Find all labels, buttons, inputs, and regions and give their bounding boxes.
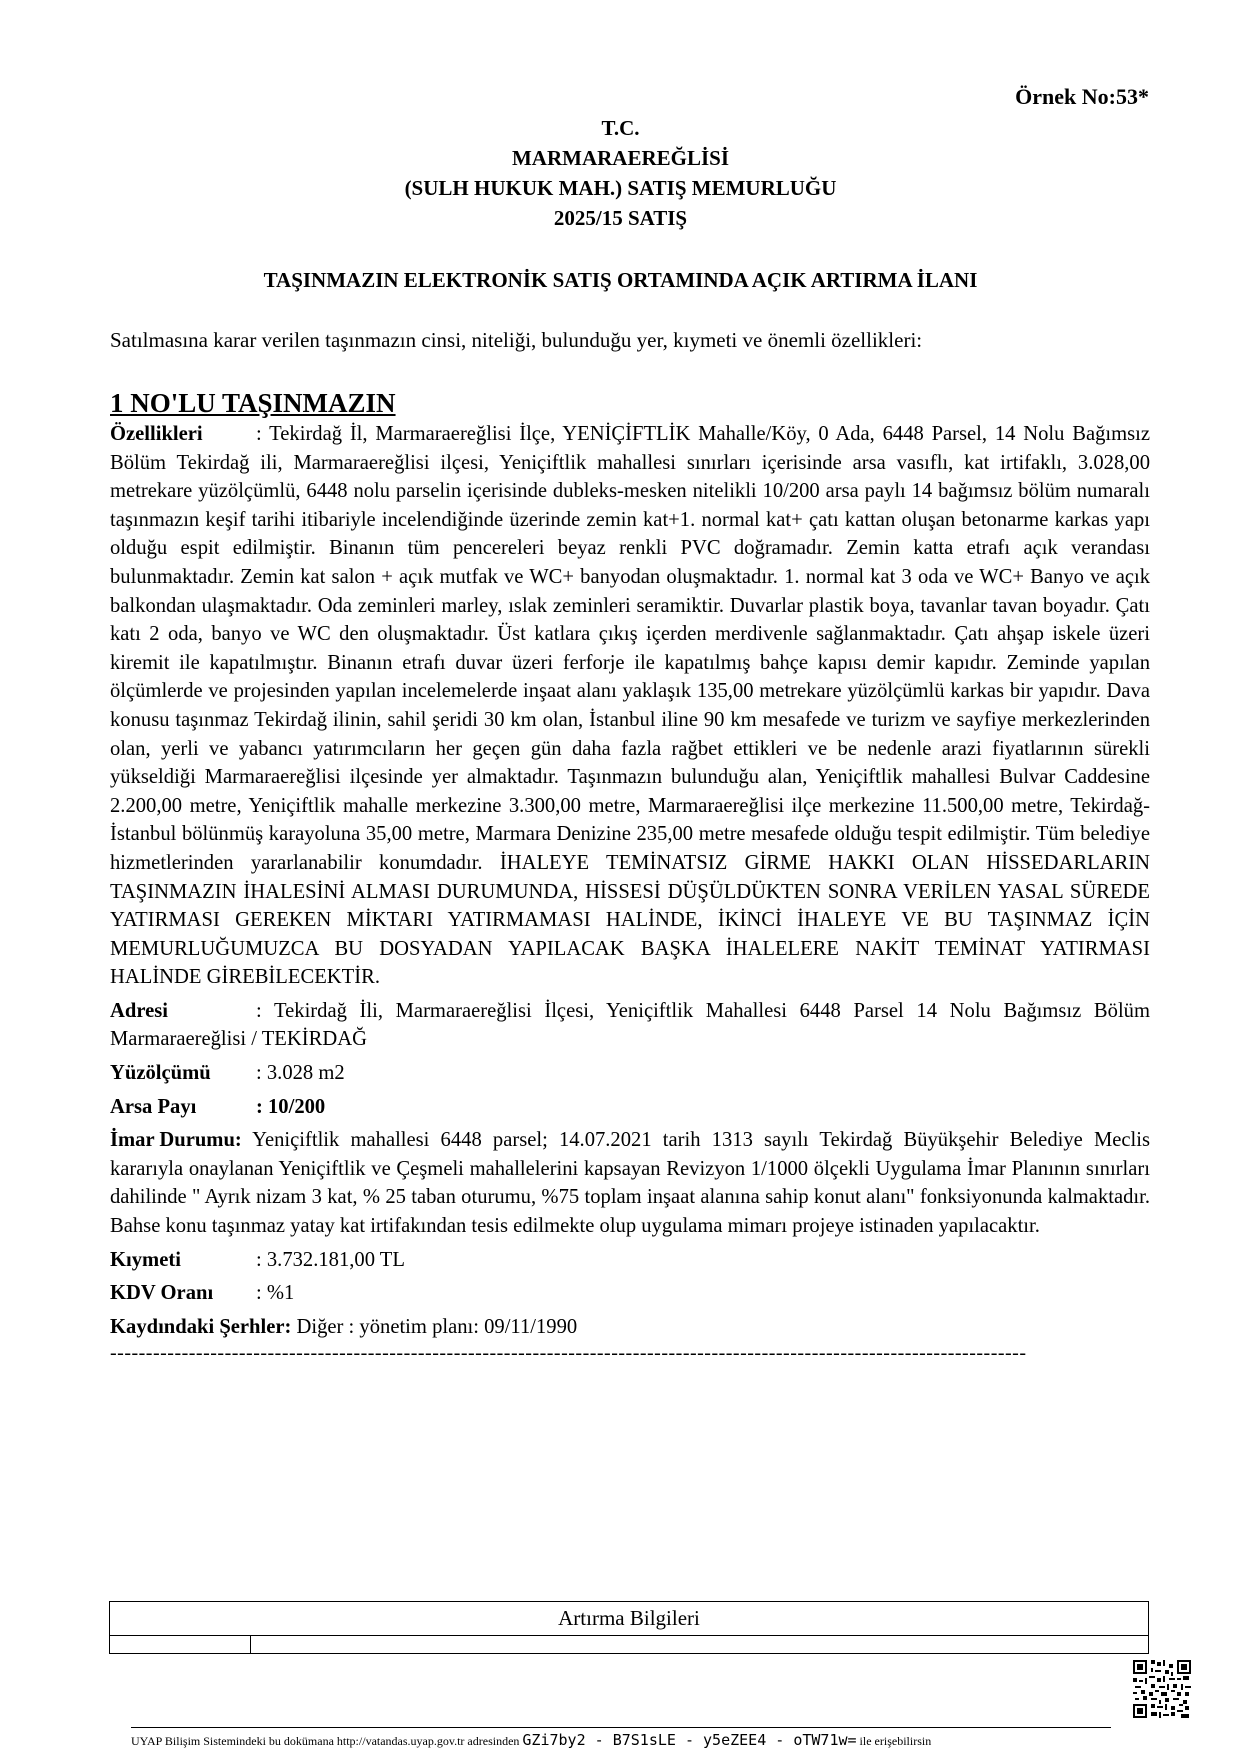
auction-info-title: Artırma Bilgileri — [110, 1602, 1149, 1636]
features-value: : Tekirdağ İl, Marmaraereğlisi İlçe, YENİÇİFTLİK Mahalle/Köy, 0 Ada, 6448 Parsel, 14 Nolu Bağımsız Bölüm Tekirdağ ili, Marmaraereğlisi ilçesi, Yeniçiftlik mahallesi sınırları içerisinde arsa vasıflı, kat irtifaklı, 3.028,00 metrekare yüzölçümlü, 6448 nolu parselin içerisinde dubleks-mesken nitelikli 10/200 arsa paylı 14 bağımsız bölüm numaralı taşınmazın keşif tarihi itibariyle incelendiğinde üzerinde zemin kat+1. normal kat+ çatı kattan oluşan betonarme karkas yapı olduğu espit edilmiştir. Binanın tüm pencereleri beyaz renkli PVC doğramadır. Zemin katta etrafı açık verandası bulunmaktadır. Zemin kat salon + açık mutfak ve WC+ banyodan oluşmaktadır. 1. normal kat 3 oda ve WC+ Banyo ve açık balkondan ulaşmaktadır. Oda zeminleri marley, ıslak zeminleri seramiktir. Duvarlar plastik boya, tavanlar tavan boyadır. Çatı katı 2 oda, banyo ve WC den oluşmaktadır. Üst katlara çıkış içerden merdivenle sağlanmaktadır. Çatı ahşap iskele üzeri kiremit ile kapatılmıştır. Binanın etrafı duvar üzeri ferforje ile kapatılmış bahçe kapısı demir kapıdır. Zeminde yapılan ölçümlerde ve projesinden yapılan incelemelerde inşaat alanı yaklaşık 135,00 metrekare yüzölçümlü karkas bir yapıdır. Dava konusu taşınmaz Tekirdağ ilinin, sahil şeridi 30 km olan, İstanbul iline 90 km mesafede ve turizm ve sayfiye merkezlerinden olan, yerli ve yabancı yatırımcıların her geçen gün daha fazla rağbet ettikleri ve be nedenle arazi fiyatlarının sürekli yükseldiği Marmaraereğlisi ilçesinde yer almaktadır. Taşınmazın bulunduğu alan, Yeniçiftlik mahallesi Bulvar Caddesine 2.200,00 metre, Yeniçiftlik mahalle merkezine 3.300,00 metre, Marmaraereğlisi ilçe merkezine 11.500,00 metre, Tekirdağ- İstanbul bölünmüş karayoluna 35,00 metre, Marmara Denizine 235,00 metre mesafede olduğu tespit edilmiştir. Tüm belediye hizmetlerinden yararlanabilir konumdadır. İHALEYE TEMİNATSIZ GİRME HAKKI OLAN HİSSEDARLARIN TAŞINMAZIN İHALESİNİ ALMASI DURUMUNDA, HİSSESİ DÜŞÜLDÜKTEN SONRA VERİLEN YASAL SÜREDE YATIRMASI GEREKEN MİKTARI YATIRMAMASI HALİNDE, İKİNCİ İHALEYE VE BU TAŞINMAZ İÇİN MEMURLUĞUMUZCA BU DOSYADAN YAPILACAK BAŞKA İHALELERE NAKİT TEMİNAT YATIRMASI HALİNDE GİREBİLECEKTİR. — [110, 423, 1150, 989]
intro-text: Satılmasına karar verilen taşınmazın cinsi, niteliği, bulunduğu yer, kıymeti ve önemli özellikleri: — [110, 328, 923, 352]
footer-verification-code: GZi7by2 - B7S1sLE - y5eZEE4 - oTW71w= — [522, 1731, 857, 1749]
auction-info-cell-left — [110, 1636, 251, 1654]
vat-label: KDV Oranı — [110, 1282, 214, 1305]
qr-code-icon — [1133, 1660, 1191, 1718]
property-annotations — [110, 1313, 1150, 1342]
vat-value: : %1 — [256, 1282, 295, 1305]
separator-dashes: -------------------------------------------------------------------------------------------------------------------------------- — [110, 1342, 1027, 1365]
header-tc: T.C. — [601, 116, 640, 140]
property-land-share — [110, 1093, 1150, 1122]
address-value: : Tekirdağ İli, Marmaraereğlisi İlçesi, Yeniçiftlik Mahallesi 6448 Parsel 14 Nolu Bağımsız Bölüm Marmaraereğlisi / TEKİRDAĞ — [110, 999, 1150, 1051]
value-label: Kıymeti — [110, 1248, 181, 1271]
land-share-value: : 10/200 — [256, 1095, 326, 1118]
value-amount: : 3.732.181,00 TL — [256, 1248, 405, 1271]
property-vat — [110, 1279, 1150, 1308]
sample-number: Örnek No:53* — [1015, 84, 1149, 109]
area-value: : 3.028 m2 — [256, 1062, 345, 1085]
property-heading: 1 NO'LU TAŞINMAZIN — [110, 388, 396, 418]
address-label: Adresi — [110, 999, 168, 1022]
land-share-label: Arsa Payı — [110, 1095, 197, 1118]
features-label: Özellikleri — [110, 423, 203, 445]
property-value — [110, 1246, 1150, 1275]
property-area — [110, 1059, 1150, 1088]
auction-info-cell-right — [251, 1636, 1149, 1654]
header-district: MARMARAEREĞLİSİ — [511, 146, 729, 170]
annotations-value: Diğer : yönetim planı: 09/11/1990 — [291, 1315, 578, 1338]
annotations-label: Kaydındaki Şerhler: — [110, 1315, 292, 1338]
property-features — [110, 420, 1150, 992]
footer-prefix: UYAP Bilişim Sistemindeki bu dokümana http://vatandas.uyap.gov.tr adresinden — [131, 1734, 520, 1748]
zoning-label: İmar Durumu: — [110, 1129, 242, 1152]
footer-verification — [131, 1731, 1131, 1749]
footer-suffix: ile erişebilirsin — [859, 1734, 932, 1748]
property-address — [110, 997, 1150, 1054]
property-section — [110, 386, 1150, 1365]
document-header — [0, 113, 1241, 233]
header-office: (SULH HUKUK MAH.) SATIŞ MEMURLUĞU — [404, 176, 837, 200]
property-zoning — [110, 1126, 1150, 1240]
footer-divider — [131, 1727, 1111, 1728]
header-file-number: 2025/15 SATIŞ — [553, 206, 688, 230]
notice-title: TAŞINMAZIN ELEKTRONİK SATIŞ ORTAMINDA AÇIK ARTIRMA İLANI — [263, 268, 978, 292]
zoning-value: Yeniçiftlik mahallesi 6448 parsel; 14.07.2021 tarih 1313 sayılı Tekirdağ Büyükşehir Belediye Meclis kararıyla onaylanan Yeniçiftlik ve Çeşmeli mahallelerini kapsayan Revizyon 1/1000 ölçekli Uygulama İmar Planının sınırları dahilinde " Ayrık nizam 3 kat, % 25 taban oturumu, %75 toplam inşaat alanına sahip konut alanı" fonksiyonunda kalmaktadır. Bahse konu taşınmaz yatay kat irtifakından tesis edilmekte olup uygulama mimarı projeye istinaden yapılacaktır. — [110, 1129, 1150, 1238]
auction-info-table — [109, 1601, 1149, 1654]
area-label: Yüzölçümü — [110, 1062, 211, 1085]
